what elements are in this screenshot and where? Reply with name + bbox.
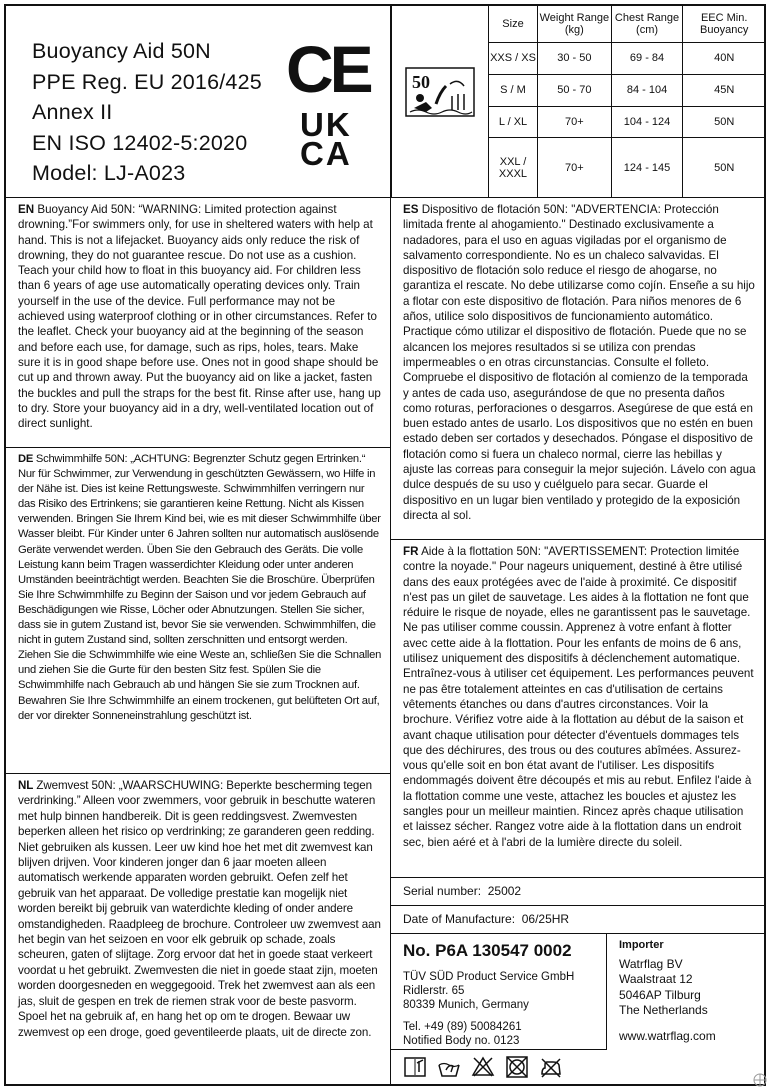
importer-city: 5046AP Tilburg bbox=[619, 987, 701, 1002]
warning-text-fr: Aide à la flottation 50N: "AVERTISSEMENT: Protection limitée contre la noyade." Pour nageurs uniquement, destiné à être utilisé dans des eaux protégées avec de l'aide à proximité. Ce dispositif n'est pas un gilet de sauvetage. Les aides à la flottation ne font que réduire le risque de noyade, elles ne garantissent pas le sauvetage. Ne pas utiliser comme coussin. Apprenez à votre enfant à flotter avec cette aide à la flottation. Pour les enfants de moins de 6 ans, utilisez uniquement des dispositifs à déclenchement automatique. Entraînez-vous à utiliser cet équipement. Les performances peuvent ne pas être totalement atteintes en cas d'utilisation de certains vêtements étanches ou dans d'autres circonstances. Voir la brochure. Vérifiez votre aide à la flottation au début de la saison et avant chaque utilisation pour détecter d'éventuels dommages tels que des déchirures, des trous ou des coutures abîmées. Assurez-vous qu'elle soit en bon état avant de l'utiliser. Les dispositifs endommagés doivent être découpés et mis au rebut. Enfilez l'aide à la flottation comme une veste, attachez les boucles et ajustez les sangles pour un meilleur maintien. Rincez après chaque utilisation et laissez sécher. Rangez votre aide à la flottation dans un endroit sec, bien aéré et à l'abri de la lumière directe du soleil. bbox=[403, 545, 754, 849]
cell-chest: 84 - 104 bbox=[611, 74, 683, 106]
manufacture-value: 06/25HR bbox=[521, 912, 570, 926]
certification-block bbox=[391, 934, 607, 1050]
ukca-mark-logo bbox=[300, 106, 352, 172]
no-tumble-dry-icon bbox=[505, 1055, 529, 1079]
cell-size: S / M bbox=[489, 74, 538, 106]
size-header: Size bbox=[489, 6, 538, 43]
cell-buoyancy: 50N bbox=[683, 106, 764, 138]
cell-chest: 104 - 124 bbox=[611, 106, 683, 138]
title-line-1: Buoyancy Aid 50N bbox=[32, 39, 211, 63]
warning-fr bbox=[391, 540, 764, 878]
buoyancy-50n-icon bbox=[392, 6, 488, 198]
serial-number-row bbox=[391, 878, 764, 906]
care-symbols bbox=[391, 1050, 607, 1084]
size-table bbox=[488, 6, 764, 198]
lang-code-es: ES bbox=[403, 203, 419, 216]
size-block bbox=[391, 6, 764, 198]
warning-nl bbox=[6, 774, 391, 1084]
warning-text-en: Buoyancy Aid 50N: “WARNING: Limited protection against drowning.”For swimmers only, for use in sheltered waters with help at hand. This is not a lifejacket. Buoyancy aids only reduce the risk of drowning, they do not guarantee rescue. Do not use as a cushion. Teach your child how to float in this buoyancy aid. For children less than 6 years of age use automatically operating devices only. Train yourself in the use of the device. Full performance may not be achieved using waterproof clothing or in other circumstances. Refer to the leaflet. Check your buoyancy aid at the beginning of the season and before each use, for damage, such as rips, holes, tears. Make sure it is in good shape before use. Ones not in good shape should be cut up and thrown away. Put the buoyancy aid on like a jacket, fasten the buckles and pull the straps for the best fit. Rinse after use, hang up to dry. Store your buoyancy aid in a dry, well-ventilated location out of direct sunlight. bbox=[18, 203, 381, 431]
serial-label: Serial number: bbox=[403, 884, 482, 898]
manufacture-label: Date of Manufacture: bbox=[403, 912, 516, 926]
buoyancy-icon-cell bbox=[392, 6, 489, 198]
title-line-3: Annex II bbox=[32, 100, 113, 124]
warning-text-es: Dispositivo de flotación 50N: "ADVERTENCIA: Protección limitada frente al ahogamiento." Destinado exclusivamente a nadadores, para el uso en aguas vigiladas por el organismo de salvamento correspondiente. No es un chaleco salvavidas. El dispositivo de flotación solo reduce el riesgo de ahogarse, no garantiza el rescate. No debe utilizarse como cojín. Enseñe a su hijo a flotar con este dispositivo de flotación. Para niños menores de 6 años, utilice solo dispositivos de funcionamiento automático. Practique cómo utilizar el dispositivo de flotación. Puede que no se alcancen los mejores resultados si se utiliza con prendas impermeables o en otras circunstancias. Consulte el folleto. Compruebe el dispositivo de flotación al comienzo de la temporada y antes de cada uso, asegurándose de que no presenta daños como roturas, perforaciones o desgarros. Asegúrese de que está en buen estado antes de usarlo. Los dispositivos que no estén en buen estado deben ser cortados y desechados. Póngase el dispositivo de flotación como si fuera un chaleco normal, cierre las hebillas y ajuste las correas para conseguir la mejor sujeción. Lávelo con agua dulce después de su uso y cuélguelo para secar. Guarde el dispositivo en un lugar bien ventilado y protegido de la exposición directa al sol. bbox=[403, 203, 756, 522]
lang-code-de: DE bbox=[18, 453, 34, 465]
cell-chest: 69 - 84 bbox=[611, 43, 683, 75]
warning-de bbox=[6, 448, 391, 774]
certificate-number: No. P6A 130547 0002 bbox=[403, 941, 572, 960]
table-row bbox=[489, 106, 765, 138]
cell-weight: 30 - 50 bbox=[538, 43, 612, 75]
title-line-4: EN ISO 12402-5:2020 bbox=[32, 130, 248, 155]
cell-weight: 70+ bbox=[538, 106, 612, 138]
notified-body-name: TÜV SÜD Product Service GmbH bbox=[403, 971, 575, 983]
notified-body-tel: Tel. +49 (89) 50084261 bbox=[403, 1021, 522, 1033]
info-manual-icon bbox=[403, 1055, 427, 1079]
title-line-2: PPE Reg. EU 2016/425 bbox=[32, 69, 262, 94]
title-line-5: Model: LJ-A023 bbox=[32, 161, 186, 185]
notified-body-city: 80339 Munich, Germany bbox=[403, 999, 529, 1011]
ce-mark-logo: CE bbox=[286, 32, 370, 106]
importer-website: www.watrflag.com bbox=[619, 1028, 716, 1043]
importer-heading: Importer bbox=[619, 939, 664, 951]
crosshair-icon bbox=[752, 1072, 768, 1088]
importer-country: The Netherlands bbox=[619, 1003, 708, 1017]
cell-weight: 50 - 70 bbox=[538, 74, 612, 106]
no-iron-icon bbox=[539, 1055, 563, 1079]
table-row bbox=[489, 43, 765, 75]
chest-header: Chest Range (cm) bbox=[611, 6, 683, 43]
table-row bbox=[489, 138, 765, 198]
serial-value: 25002 bbox=[487, 884, 522, 898]
cell-size: L / XL bbox=[489, 106, 538, 138]
warning-es bbox=[391, 198, 764, 540]
cell-buoyancy: 45N bbox=[683, 74, 764, 106]
buoyancy-header: EEC Min. Buoyancy bbox=[683, 6, 764, 43]
importer-street: Waalstraat 12 bbox=[619, 972, 693, 986]
manufacture-date-row bbox=[391, 906, 764, 934]
warning-en bbox=[6, 198, 391, 448]
ukca-top: UK bbox=[300, 106, 352, 143]
ukca-bottom: CA bbox=[300, 135, 352, 172]
warning-text-nl: Zwemvest 50N: „WAARSCHUWING: Beperkte bescherming tegen verdrinking.” Alleen voor zwemmers, voor gebruik in beschutte wateren met hulp binnen handbereik. Dit is geen reddingsvest. Zwemvesten beperken alleen het risico op verdrinking; ze garanderen geen redding. Niet gebruiken als kussen. Leer uw kind hoe het met dit zwemvest kan blijven drijven. Voor kinderen jonger dan 6 jaar moeten alleen automatisch werkende apparaten worden gebruikt. Oefen zelf het gebruik van het apparaat. De volledige prestatie kan mogelijk niet worden bereikt bij gebruik van waterdichte kleding of onder andere omstandigheden. Raadpleeg de brochure. Controleer uw zwemvest aan het begin van het seizoen en voor elk gebruik op schade, zoals scheuren, gaten of slijtage. Zorg ervoor dat het in goede staat verkeert voordat u het gebruikt. Zwemvesten die niet in goede staat zijn, moeten worden doorgesneden en weggegooid. Trek het zwemvest aan als een jas, sluit de gespen en trek de riemen strak voor de beste pasvorm. Spoel het na gebruik af, en hang het op om te drogen. Bewaar uw zwemvest op een droge, goed geventileerde plaats, uit de directe zon. bbox=[18, 779, 381, 1039]
lang-code-en: EN bbox=[18, 203, 35, 216]
no-bleach-icon bbox=[471, 1055, 495, 1079]
warning-text-de: Schwimmhilfe 50N: „ACHTUNG: Begrenzter Schutz gegen Ertrinken.“ Nur für Schwimmer, zur Verwendung in geschützten Gewässern, wo Hilfe in der Nähe ist. Dies ist keine Rettungsweste. Schwimmhilfen verringern nur das Risiko des Ertrinkens; sie garantieren keine Rettung. Nicht als Kissen verwenden. Bringen Sie Ihrem Kind bei, wie es mit dieser Schwimmhilfe über Wasser bleibt. Für Kinder unter 6 Jahren sollten nur automatisch auslösende Geräte verwendet werden. Üben Sie den Gebrauch des Geräts. Die volle Leistung kann beim Tragen wasserdichter Kleidung oder unter anderen Umständen beeinträchtigt werden. Beachten Sie die Broschüre. Überprüfen Sie Ihre Schwimmhilfe zu Beginn der Saison und vor jedem Gebrauch auf Beschädigungen wie Risse, Löcher oder Abnutzungen. Stellen Sie sicher, dass sie in gutem Zustand ist, bevor Sie sie verwenden. Schwimmhilfen, die nicht in gutem Zustand sind, sollten zerschnitten und entsorgt werden. Ziehen Sie die Schwimmhilfe wie eine Weste an, schließen Sie die Schnallen und ziehen Sie die Gurte für den besten Sitz fest. Spülen Sie die Schwimmhilfe nach Gebrauch ab und hängen Sie sie zum Trocknen auf. Bewahren Sie Ihre Schwimmhilfe an einem trockenen, gut belüfteten Ort auf, der vor direkter Sonneneinstrahlung geschützt ist. bbox=[18, 453, 382, 722]
notified-body-street: Ridlerstr. 65 bbox=[403, 985, 465, 997]
weight-header: Weight Range (kg) bbox=[538, 6, 612, 43]
lang-code-fr: FR bbox=[403, 545, 419, 558]
cell-buoyancy: 40N bbox=[683, 43, 764, 75]
cell-size: XXS / XS bbox=[489, 43, 538, 75]
product-title bbox=[32, 36, 262, 189]
cell-weight: 70+ bbox=[538, 138, 612, 198]
cell-buoyancy: 50N bbox=[683, 138, 764, 198]
table-row bbox=[489, 74, 765, 106]
buoyancy-icon-value: 50 bbox=[412, 72, 430, 92]
hand-wash-icon bbox=[437, 1055, 461, 1079]
header-title-block bbox=[6, 6, 391, 198]
cell-chest: 124 - 145 bbox=[611, 138, 683, 198]
cell-size: XXL / XXXL bbox=[489, 138, 538, 198]
notified-body-number: Notified Body no. 0123 bbox=[403, 1035, 520, 1047]
lang-code-nl: NL bbox=[18, 779, 34, 792]
label-sheet bbox=[4, 4, 766, 1086]
importer-name: Watrflag BV bbox=[619, 956, 683, 971]
importer-block bbox=[607, 934, 764, 1084]
